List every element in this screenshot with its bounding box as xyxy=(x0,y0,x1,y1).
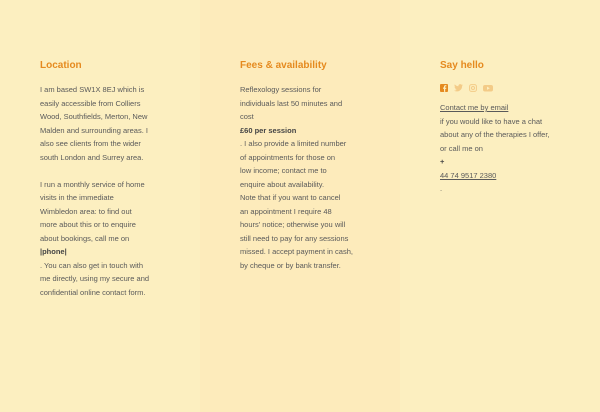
phone-paragraph xyxy=(440,169,560,183)
location-column xyxy=(0,0,200,412)
phone-plus: + xyxy=(440,157,445,166)
phone-placeholder: |phone| xyxy=(40,247,67,256)
instagram-icon[interactable] xyxy=(469,84,477,92)
location-heading: Location xyxy=(40,60,82,71)
youtube-icon[interactable] xyxy=(483,84,493,92)
say-hello-column xyxy=(400,0,600,412)
location-para-2: I run a monthly service of home visits in the immediate Wimbledon area: to find out more about this or to enquire about bookings, call me on xyxy=(40,179,145,243)
twitter-icon[interactable] xyxy=(454,84,463,92)
fees-para-1: Reflexology sessions for individuals last 50 minutes and cost xyxy=(240,85,343,121)
phone-link[interactable]: 44 74 9517 2380 xyxy=(440,170,497,180)
contact-email-link[interactable]: Contact me by email xyxy=(440,103,509,112)
fees-column xyxy=(200,0,400,412)
social-links xyxy=(440,83,560,93)
location-para-1: I am based SW1X 8EJ which is easily accessible from Colliers Wood, Southfields, Merton, New Malden and surrounding areas. I also see clients from the wider south London and Surrey area. xyxy=(40,85,148,162)
fees-heading: Fees & availability xyxy=(240,60,327,71)
location-para-3: . You can also get in touch with me directly, using my secure and confidential online contact form. xyxy=(40,260,150,297)
trailing-period: . xyxy=(440,184,443,193)
contact-paragraph: Contact me by email if you would like to have a chat about any of the therapies I offer, or call me on xyxy=(440,103,550,153)
say-hello-heading: Say hello xyxy=(440,60,484,71)
facebook-icon[interactable] xyxy=(440,84,448,92)
session-price: £60 per session xyxy=(240,125,297,135)
fees-para-2: . I also provide a limited number of appointments for those on low income; contact me to enquire about availability. Note that if you want to cancel an appointment I require 48 hours' notice; otherwise you will still need to pay for any sessions missed. I accept payment in cash, by cheque or by bank transfer. xyxy=(240,139,353,270)
